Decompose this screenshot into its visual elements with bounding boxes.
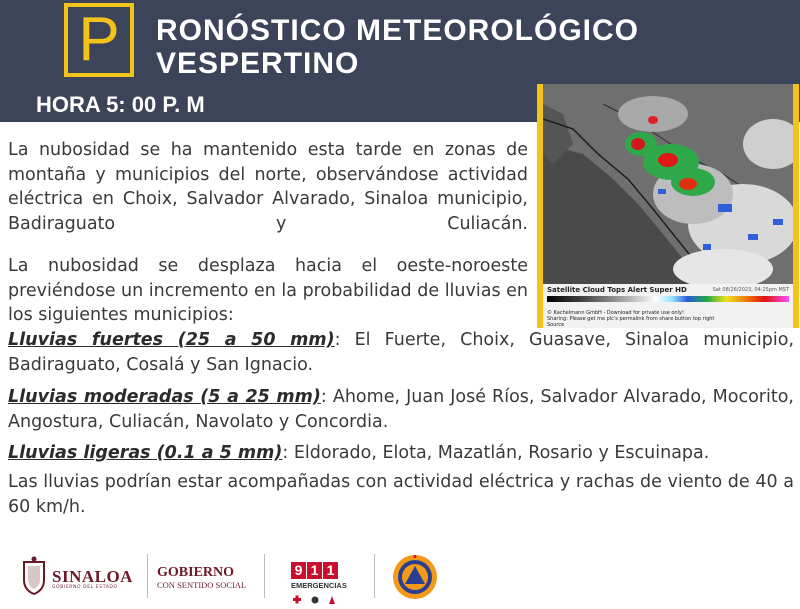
sinaloa-shield-icon	[20, 556, 48, 596]
title-line-2: VESPERTINO	[156, 47, 360, 80]
gobierno-logo-subtitle: CON SENTIDO SOCIAL	[157, 580, 247, 590]
rain-heavy-entry	[8, 328, 794, 377]
satellite-legend	[543, 284, 793, 328]
satellite-map	[543, 84, 793, 284]
satellite-image-frame	[537, 84, 799, 328]
satellite-legend-title: Satellite Cloud Tops Alert Super HD	[547, 286, 687, 294]
sinaloa-logo-text: SINALOA	[52, 567, 133, 586]
emergency-digit: 9	[291, 562, 306, 579]
rain-heavy-label: Lluvias fuertes (25 a 50 mm)	[8, 330, 335, 350]
title-initial-box: P	[64, 3, 134, 77]
emergency-digit: 1	[307, 562, 322, 579]
paragraph-nubosidad-desplazamiento: La nubosidad se desplaza hacia el oeste-noroeste previéndose un incremento en la probabilidad de lluvias en los siguientes municipios:	[8, 256, 528, 325]
rain-heavy-municipalities: : El Fuerte, Choix, Guasave, Sinaloa municipio, Badiraguato, Cosalá y San Ignacio.	[8, 330, 795, 375]
title-line-1: RONÓSTICO METEOROLÓGICO	[156, 14, 640, 47]
satellite-legend-date: Sat 08/26/2023, 04:25pm MST	[712, 287, 789, 293]
rain-moderate-label: Lluvias moderadas (5 a 25 mm)	[8, 387, 321, 407]
footer-divider	[374, 554, 375, 598]
satellite-source: Source	[547, 322, 565, 328]
emergency-services-icon	[291, 595, 341, 605]
footer-divider	[264, 554, 265, 598]
satellite-sharing-note: Sharing: Please get me pic's permalink from share button top right	[547, 316, 715, 322]
gobierno-logo-text: GOBIERNO	[157, 565, 235, 580]
paragraph-nubosidad-actual: La nubosidad se ha mantenido esta tarde en zonas de montaña y municipios del norte, observándose actividad eléctrica en Choix, Salvador Alvarado, Sinaloa municipio, Badiraguato y Culiacán.	[8, 140, 528, 234]
rain-moderate-entry	[8, 385, 794, 434]
rain-moderate-municipalities: : Ahome, Juan José Ríos, Salvador Alvarado, Mocorito, Angostura, Culiacán, Navolato y Concordia.	[8, 387, 794, 432]
emergency-label: EMERGENCIAS	[291, 581, 347, 590]
footer-divider	[147, 554, 148, 598]
satellite-map-graphic	[543, 84, 793, 284]
forecast-time: HORA 5: 00 P. M	[36, 92, 205, 117]
page-title	[156, 14, 639, 80]
emergency-911-logo	[291, 560, 347, 609]
sinaloa-logo-subtitle: GOBIERNO DEL ESTADO	[52, 585, 118, 590]
satellite-credit: © Kachelmann GmbH - Download for private use only!	[547, 310, 684, 316]
proteccion-civil-emblem-icon	[392, 554, 438, 600]
rain-light-label: Lluvias ligeras (0.1 a 5 mm)	[8, 443, 283, 463]
emergency-digit: 1	[323, 562, 338, 579]
rain-light-municipalities: : Eldorado, Elota, Mazatlán, Rosario y Escuinapa.	[282, 443, 710, 463]
rain-light-entry	[8, 441, 794, 466]
closing-paragraph: Las lluvias podrían estar acompañadas con actividad eléctrica y rachas de viento de 40 a 60 km/h.	[8, 472, 794, 517]
satellite-color-scale	[547, 296, 789, 302]
